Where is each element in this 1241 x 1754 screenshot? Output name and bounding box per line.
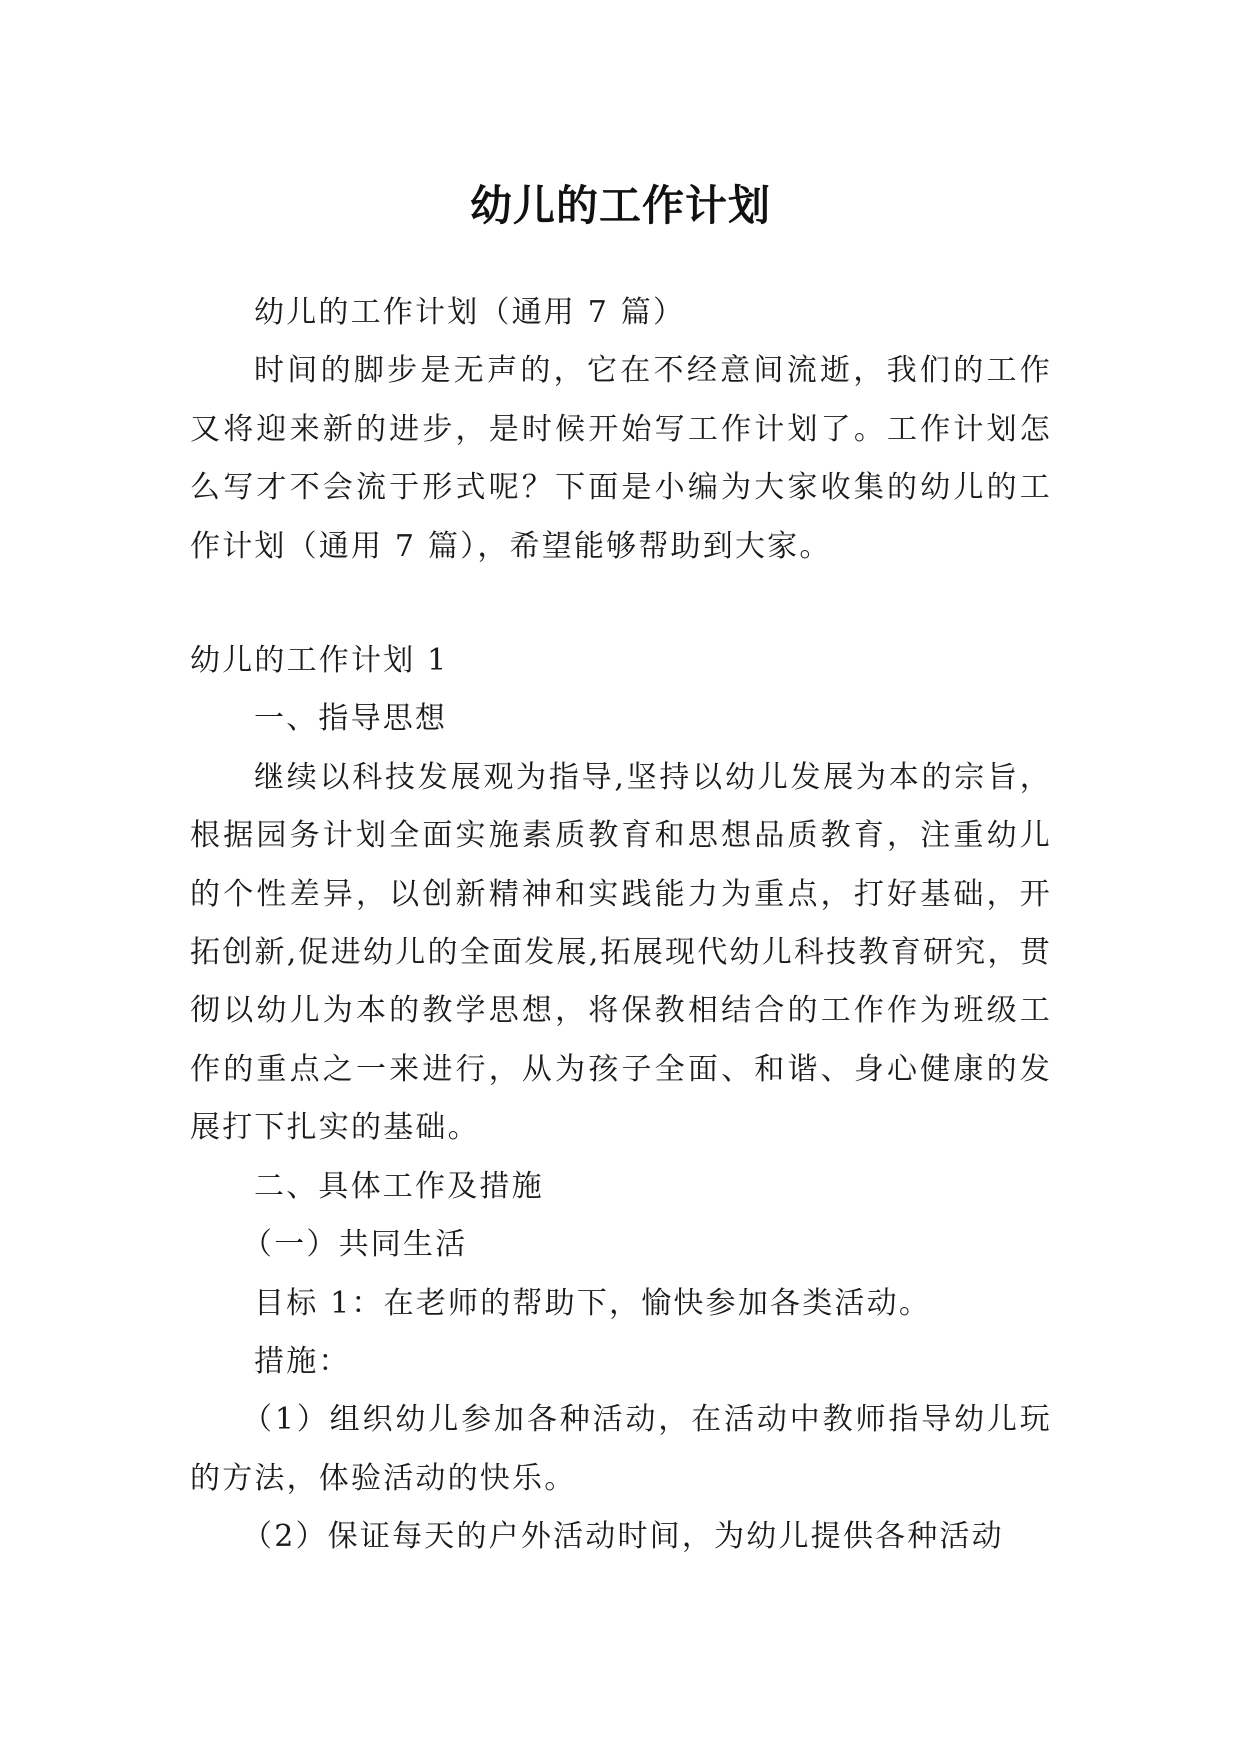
document-subtitle: 幼儿的工作计划（通用 7 篇） bbox=[254, 295, 686, 330]
section-heading: 幼儿的工作计划 1 bbox=[190, 643, 449, 679]
measure-item-2: （2）保证每天的户外活动时间，为幼儿提供各种活动 bbox=[242, 1519, 1004, 1555]
intro-paragraph: 时间的脚步是无声的，它在不经意间流逝，我们的工作又将迎来新的进步，是时候开始写工作计划了。工作计划怎么写才不会流于形式呢？下面是小编为大家收集的幼儿的工作计划（通用 7 篇），希望能够帮助到大家。 bbox=[190, 353, 1052, 564]
goal-line: 目标 1：在老师的帮助下，愉快参加各类活动。 bbox=[254, 1285, 932, 1321]
document-title: 幼儿的工作计划 bbox=[469, 181, 771, 231]
subsection-heading: （一）共同生活 bbox=[242, 1227, 468, 1263]
document-body bbox=[190, 284, 1052, 1567]
part2-heading: 二、具体工作及措施 bbox=[254, 1168, 544, 1204]
measure-item-1: （1）组织幼儿参加各种活动，在活动中教师指导幼儿玩的方法，体验活动的快乐。 bbox=[190, 1402, 1052, 1496]
part1-heading: 一、指导思想 bbox=[254, 701, 448, 737]
measures-label: 措施： bbox=[254, 1343, 351, 1379]
paragraph-gap bbox=[190, 576, 1052, 632]
part1-paragraph: 继续以科技发展观为指导,坚持以幼儿发展为本的宗旨，根据园务计划全面实施素质教育和思想品质教育，注重幼儿的个性差异，以创新精神和实践能力为重点，打好基础，开拓创新,促进幼儿的全面发展,拓展现代幼儿科技教育研究，贯彻以幼儿为本的教学思想，将保教相结合的工作作为班级工作的重点之一来进行，从为孩子全面、和谐、身心健康的发展打下扎实的基础。 bbox=[190, 759, 1052, 1146]
